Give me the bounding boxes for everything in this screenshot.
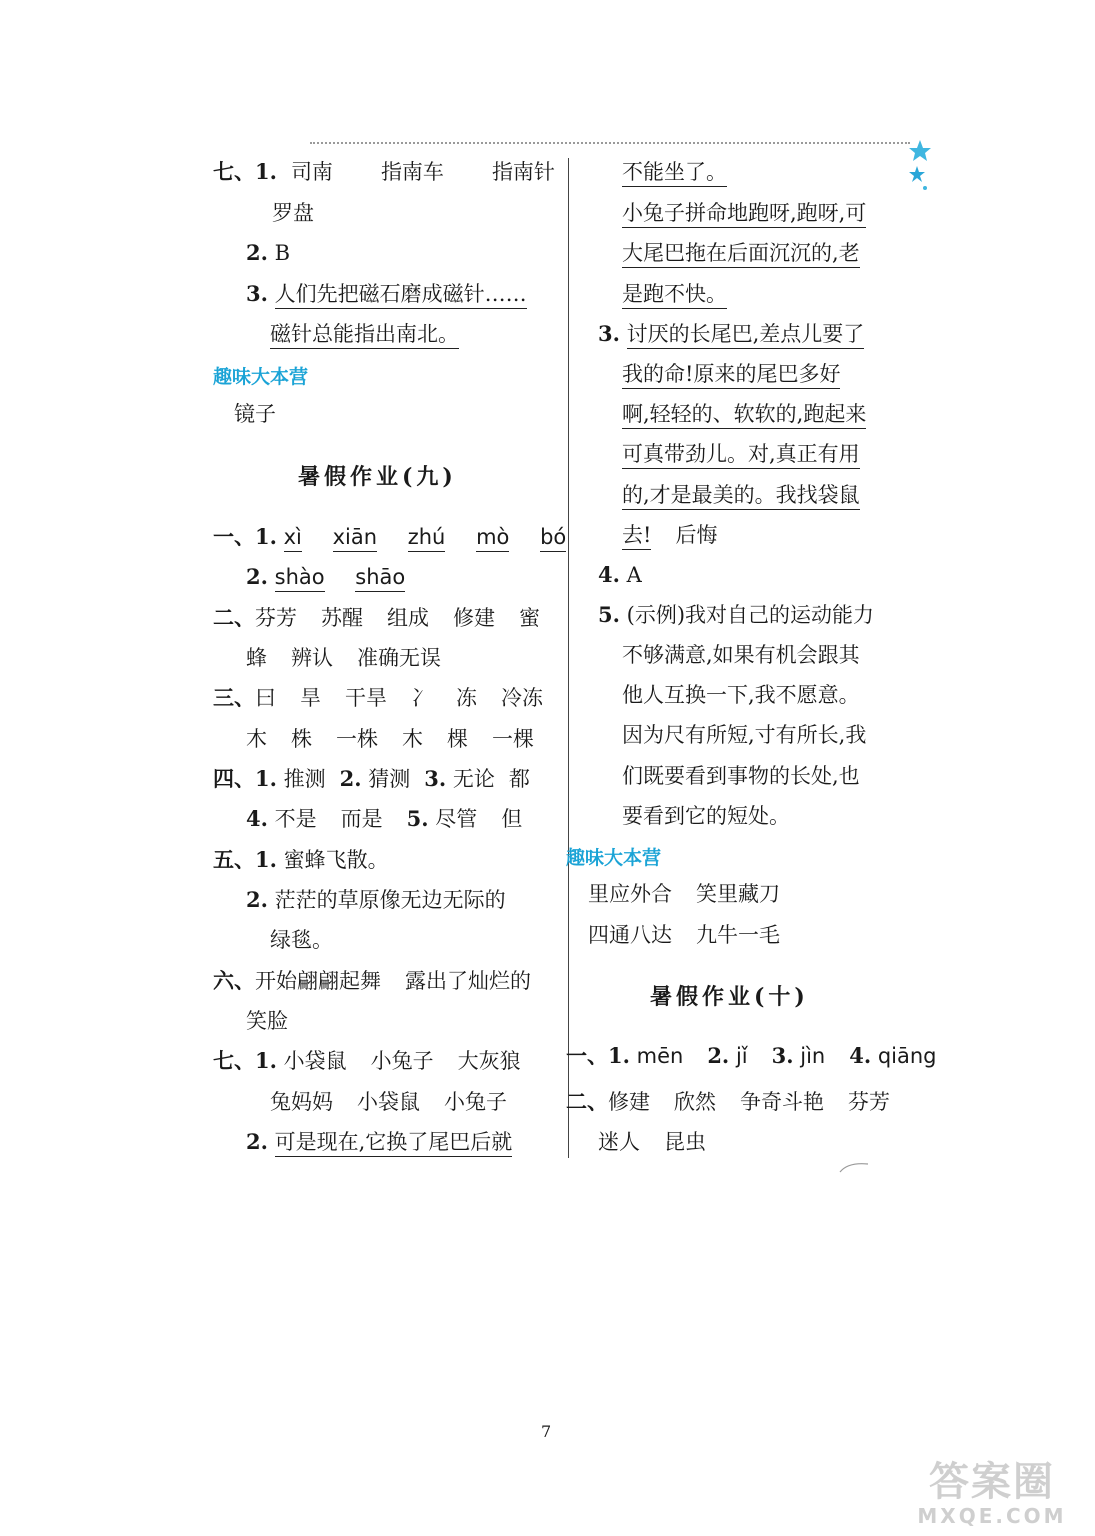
q7a-3-cont: 磁针总能指出南北。 xyxy=(270,320,459,348)
q5-2: 2. 茫茫的草原像无边无际的 xyxy=(246,887,506,912)
r5-line3: 他人互换一下,我不愿意。 xyxy=(622,683,860,707)
q6-cont: 笑脸 xyxy=(246,1009,288,1033)
fun-section-label: 趣味大本营 xyxy=(213,366,309,388)
q7a-2: 2. B xyxy=(246,240,291,265)
page-number: 7 xyxy=(541,1422,552,1441)
t2-line2: 迷人 昆虫 xyxy=(598,1130,706,1154)
r3-line1: 3. 讨厌的长尾巴,差点儿要了 xyxy=(598,320,864,348)
fun-section-label-2: 趣味大本营 xyxy=(566,847,662,869)
t1: 一、1. mēn 2. jǐ 3. jìn 4. qiāng xyxy=(566,1043,937,1068)
star-decoration-icon xyxy=(905,138,935,198)
r3-line4: 可真带劲儿。对,真正有用 xyxy=(622,440,860,468)
q3-line2: 木 株 一株 木 棵 一棵 xyxy=(246,727,534,751)
r-line4: 是跑不快。 xyxy=(622,280,727,308)
fun2-line1: 里应外合 笑里藏刀 xyxy=(588,882,780,906)
page-curl-icon xyxy=(838,1160,878,1174)
r5-line4: 因为尺有所短,寸有所长,我 xyxy=(622,723,867,747)
q4-line2: 4. 不是 而是 5. 尽管 但 xyxy=(246,806,523,831)
fun2-line2: 四通八达 九牛一毛 xyxy=(588,923,780,947)
q7a-3: 3. 人们先把磁石磨成磁针…… xyxy=(246,280,527,308)
column-divider xyxy=(568,158,569,1158)
watermark-logo xyxy=(907,1460,1077,1530)
r-line3: 大尾巴拖在后面沉沉的,老 xyxy=(622,239,860,267)
fun-answer: 镜子 xyxy=(234,402,276,426)
r4: 4. A xyxy=(598,562,642,587)
r5-line6: 要看到它的短处。 xyxy=(622,804,790,828)
q7b-2: 2. 可是现在,它换了尾巴后就 xyxy=(246,1128,512,1156)
q1-1: 一、1. xì xiān zhú mò bó xyxy=(213,523,566,551)
q1-2: 2. shào shāo xyxy=(246,563,405,591)
t2-line1: 二、修建 欣然 争奇斗艳 芬芳 xyxy=(566,1089,890,1114)
q3-line1: 三、曰 旱 干旱 冫 冻 冷冻 xyxy=(213,685,543,710)
r-line1: 不能坐了。 xyxy=(622,158,727,186)
section-heading-10: 暑假作业(十) xyxy=(650,984,809,1010)
r5-line5: 们既要看到事物的长处,也 xyxy=(622,764,860,788)
q6: 六、开始翩翩起舞 露出了灿烂的 xyxy=(213,968,531,993)
q7a-line1: 七、1. 司南 指南车 指南针 xyxy=(213,159,555,184)
q5-1: 五、1. 蜜蜂飞散。 xyxy=(213,847,389,872)
r3-line2: 我的命!原来的尾巴多好 xyxy=(622,360,840,388)
header-dotted-line xyxy=(310,142,910,144)
q7b-line1: 七、1. 小袋鼠 小兔子 大灰狼 xyxy=(213,1048,521,1073)
r-line2: 小兔子拼命地跑呀,跑呀,可 xyxy=(622,199,866,227)
r5-line1: 5. (示例)我对自己的运动能力 xyxy=(598,602,875,627)
q2-line1: 二、芬芳 苏醒 组成 修建 蜜 xyxy=(213,605,540,630)
q7b-line2: 兔妈妈 小袋鼠 小兔子 xyxy=(270,1090,507,1114)
q2-line2: 蜂 辨认 准确无误 xyxy=(246,646,441,670)
watermark-url: MXQE.COM xyxy=(917,1504,1067,1528)
r3-line6: 去! 后悔 xyxy=(622,521,717,549)
r3-line5: 的,才是最美的。我找袋鼠 xyxy=(622,481,860,509)
watermark-main: 答案圈 xyxy=(929,1459,1055,1505)
q5-2-cont: 绿毯。 xyxy=(270,928,333,952)
q4-line1: 四、1. 推测 2. 猜测 3. 无论 都 xyxy=(213,766,530,791)
section-heading-9: 暑假作业(九) xyxy=(298,464,457,490)
r5-line2: 不够满意,如果有机会跟其 xyxy=(622,643,860,667)
r3-line3: 啊,轻轻的、软软的,跑起来 xyxy=(622,400,866,428)
q7a-line2: 罗盘 xyxy=(272,201,314,225)
